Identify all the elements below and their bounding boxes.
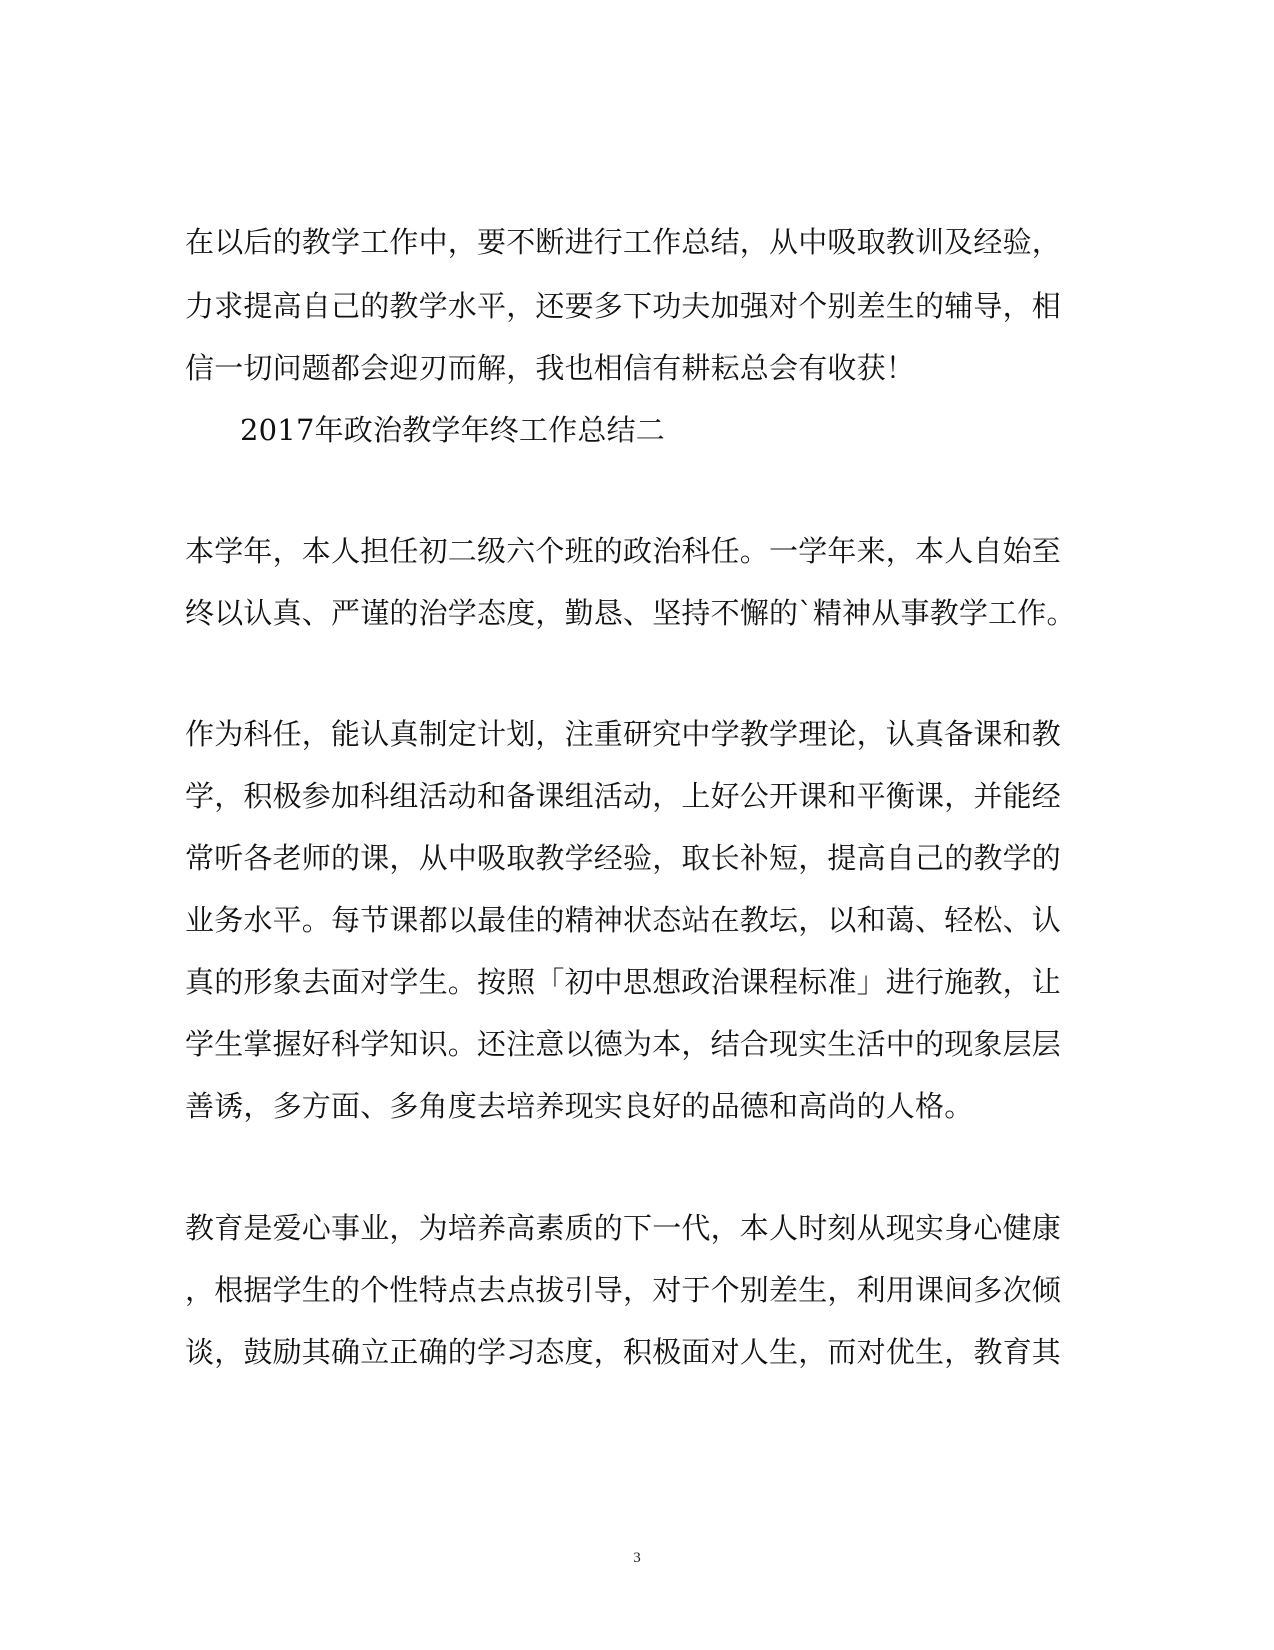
body-text-line: 谈，鼓励其确立正确的学习态度，积极面对人生，而对优生，教育其 [185,1335,1062,1369]
body-text-line: ，根据学生的个性特点去点拔引导，对于个别差生，利用课间多次倾 [185,1273,1062,1307]
body-text-line: 力求提高自己的教学水平，还要多下功夫加强对个别差生的辅导，相 [185,289,1062,323]
body-text-line: 信一切问题都会迎刃而解，我也相信有耕耘总会有收获！ [185,351,916,385]
body-text-line: 本学年，本人担任初二级六个班的政治科任。一学年来，本人自始至 [185,534,1062,568]
section-heading: 2017年政治教学年终工作总结二 [240,413,666,447]
body-text-line: 常听各老师的课，从中吸取教学经验，取长补短，提高自己的教学的 [185,841,1062,875]
body-text-line: 终以认真、严谨的治学态度，勤恳、坚持不懈的`精神从事教学工作。 [185,596,1076,630]
body-text-line: 教育是爱心事业，为培养高素质的下一代，本人时刻从现实身心健康 [185,1211,1062,1245]
body-text-line: 学生掌握好科学知识。还注意以德为本，结合现实生活中的现象层层 [185,1027,1062,1061]
body-text-line: 在以后的教学工作中，要不断进行工作总结，从中吸取教训及经验， [185,225,1062,259]
body-text-line: 真的形象去面对学生。按照「初中思想政治课程标准」进行施教，让 [185,965,1062,999]
body-text-line: 业务水平。每节课都以最佳的精神状态站在教坛，以和蔼、轻松、认 [185,903,1062,937]
body-text-line: 善诱，多方面、多角度去培养现实良好的品德和高尚的人格。 [185,1089,974,1123]
page-number: 3 [633,1550,641,1566]
body-text-line: 学，积极参加科组活动和备课组活动，上好公开课和平衡课，并能经 [185,779,1062,813]
body-text-line: 作为科任，能认真制定计划，注重研究中学教学理论，认真备课和教 [185,717,1062,751]
